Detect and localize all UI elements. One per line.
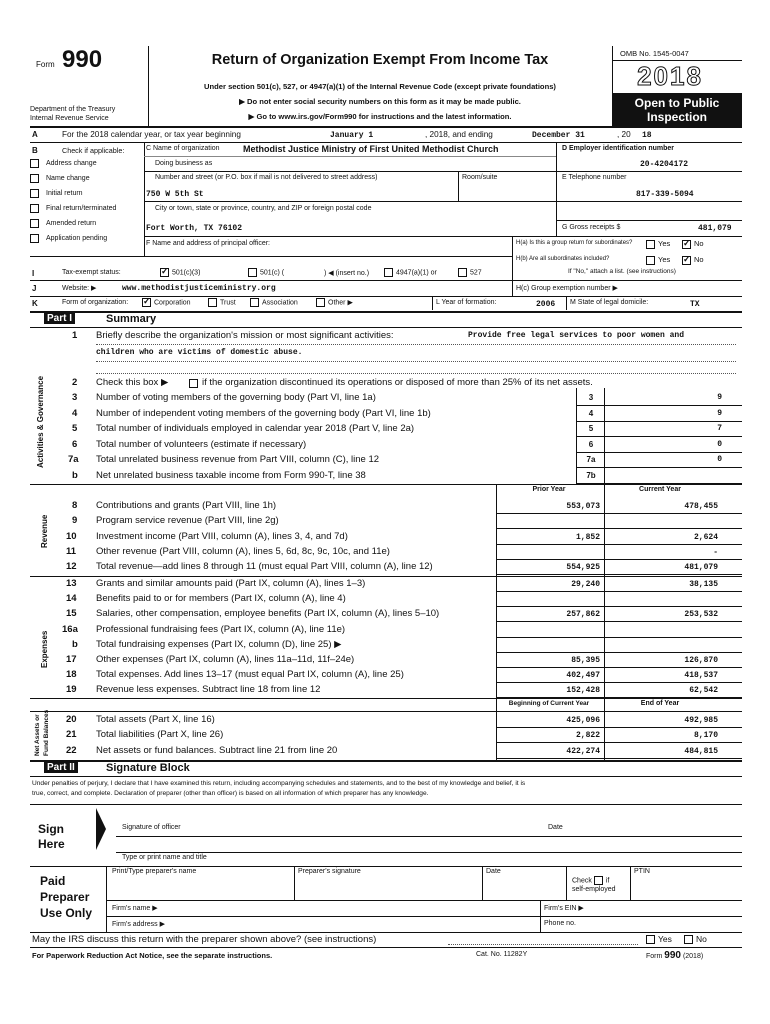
line-i-text: Tax-exempt status:: [62, 269, 121, 276]
revenue-line-num: 10: [66, 530, 77, 542]
part2-tag: Part II: [44, 762, 78, 773]
gross-receipts-value[interactable]: 481,079: [698, 224, 732, 233]
net-assets-line-text: Total liabilities (Part X, line 26): [96, 729, 224, 741]
status-501c3[interactable]: ✓ 501(c)(3): [160, 268, 200, 277]
ein-label: D Employer identification number: [562, 145, 675, 152]
city-label: City or town, state or province, country, and ZIP or foreign postal code: [155, 205, 372, 212]
revenue-line-num: 12: [66, 561, 77, 573]
net-assets-line-rule: [496, 758, 742, 759]
firm-phone-label: Phone no.: [544, 920, 576, 927]
mission-line-1[interactable]: Provide free legal services to poor women and: [468, 331, 685, 340]
org-name[interactable]: Methodist Justice Ministry of First United Methodist Church: [243, 144, 499, 154]
use-only-label: Use Only: [40, 906, 93, 920]
expense-line-text: Total expenses. Add lines 13–17 (must equal Part IX, column (A), line 25): [96, 669, 404, 681]
officer-signature-line[interactable]: [116, 836, 742, 837]
gov-line-num: 3: [72, 392, 78, 403]
gov-line-text: Total unrelated business revenue from Part VIII, column (C), line 12: [96, 454, 380, 465]
expense-line-rule: [496, 682, 742, 683]
expense-line-prior[interactable]: 257,862: [566, 610, 600, 620]
net-assets-line-text: Net assets or fund balances. Subtract line 21 from line 20: [96, 744, 338, 756]
col-prior-year: Prior Year: [532, 486, 566, 493]
line-k-text: Form of organization:: [62, 299, 129, 306]
expense-line-num: 16a: [62, 623, 78, 635]
gov-line-num: b: [72, 469, 78, 481]
line-a-text: For the 2018 calendar year, or tax year beginning: [62, 130, 241, 139]
b-checkbox[interactable]: [30, 174, 39, 183]
expense-line-num: 14: [66, 593, 77, 605]
ha-no[interactable]: ✓ No: [682, 239, 704, 249]
line-1-num: 1: [72, 330, 78, 341]
org-corporation[interactable]: ✓ Corporation: [142, 298, 191, 307]
gov-line-box: 7b: [586, 470, 596, 480]
line-2-text-2: if the organization discontinued its operations or disposed of more than 25% of its net assets.: [202, 377, 593, 388]
gov-line-rule: [576, 436, 742, 437]
officer-name-line[interactable]: [116, 852, 742, 853]
revenue-line-current[interactable]: 2,624: [693, 532, 718, 542]
gov-line-rule: [576, 405, 742, 406]
omb-number: OMB No. 1545-0047: [620, 49, 689, 58]
expense-line-num: 19: [66, 684, 77, 696]
expense-line-text: Grants and similar amounts paid (Part IX, column (A), lines 1–3): [96, 578, 366, 589]
part1-title: Summary: [106, 313, 157, 325]
b-check-item[interactable]: [30, 204, 116, 213]
net-assets-line-num: 22: [66, 744, 77, 756]
sign-date-label: Date: [548, 824, 563, 831]
side-revenue: Revenue: [40, 514, 49, 548]
expense-line-text: Benefits paid to or for members (Part IX, column (A), line 4): [96, 593, 346, 605]
gov-line-text: Number of voting members of the governing body (Part VI, line 1a): [96, 392, 376, 403]
expense-line-text: Other expenses (Part IX, column (A), lines 11a–11d, 11f–24e): [96, 654, 355, 665]
status-527[interactable]: 527: [458, 268, 482, 277]
open-public-line2: Inspection: [646, 110, 707, 124]
gov-line-num: 7a: [68, 454, 79, 465]
ha-yes[interactable]: Yes: [646, 239, 670, 249]
side-fund-balances: Fund Balances: [43, 709, 50, 756]
section-b-letter: B: [32, 146, 38, 155]
expense-line-current[interactable]: 62,542: [689, 686, 718, 696]
tax-year-begin[interactable]: January 1: [330, 131, 374, 140]
revenue-line-prior[interactable]: 553,073: [566, 502, 600, 511]
gov-line-text: Total number of individuals employed in calendar year 2018 (Part V, line 2a): [96, 423, 415, 434]
here-label: Here: [38, 837, 65, 851]
expense-line-prior[interactable]: 402,497: [566, 671, 600, 681]
form-subtitle-2: ▶ Do not enter social security numbers on this form as it may be made public.: [239, 97, 521, 106]
expense-line-prior[interactable]: 85,395: [571, 656, 600, 665]
gov-line-value[interactable]: 9: [717, 393, 722, 402]
open-public-line1: Open to Public: [634, 96, 720, 110]
b-check-label: Address change: [46, 160, 97, 168]
sig-officer-label: Signature of officer: [122, 824, 181, 831]
line-2-text: Check this box ▶: [96, 377, 169, 388]
gov-line-text: Number of independent voting members of the governing body (Part VI, line 1b): [96, 407, 431, 419]
line-a-mid: , 2018, and ending: [425, 130, 493, 139]
year-formation-value[interactable]: 2006: [536, 300, 556, 309]
net-assets-line-prior[interactable]: 2,822: [575, 731, 600, 741]
line-1-text: Briefly describe the organization's mission or most significant activities:: [96, 330, 394, 341]
gov-line-rule: [576, 467, 742, 468]
prep-date-label: Date: [486, 868, 501, 875]
revenue-line-current[interactable]: 481,079: [684, 563, 718, 573]
line-a-yr: , 20: [617, 130, 631, 139]
net-assets-line-prior[interactable]: 422,274: [566, 746, 600, 756]
dept-irs: Internal Revenue Service: [30, 115, 109, 122]
line-a-letter: A: [32, 130, 38, 139]
b-checkbox[interactable]: [30, 204, 39, 213]
gov-line-value[interactable]: 7: [717, 424, 722, 433]
gov-line-box: 7a: [586, 455, 596, 464]
expense-line-rule: [496, 606, 742, 607]
status-4947[interactable]: 4947(a)(1) or: [384, 268, 437, 277]
b-check-item[interactable]: [30, 174, 90, 183]
org-association[interactable]: Association: [250, 298, 298, 307]
prep-sig-label: Preparer's signature: [298, 868, 361, 875]
expense-line-rule: [496, 667, 742, 668]
expense-line-prior[interactable]: 152,428: [566, 686, 600, 696]
hb-yes[interactable]: Yes: [646, 255, 670, 265]
gov-line-box: 6: [588, 439, 594, 449]
revenue-line-text: Contributions and grants (Part VIII, line 1h): [96, 500, 277, 511]
expense-line-rule: [496, 637, 742, 638]
status-insert-no: ) ◀ (insert no.): [324, 270, 370, 277]
expense-line-num: 18: [66, 669, 77, 681]
col-current-year: Current Year: [639, 486, 681, 493]
expense-line-current[interactable]: 418,537: [684, 671, 718, 681]
expense-line-current[interactable]: 253,532: [684, 610, 718, 620]
revenue-line-text: Investment income (Part VIII, column (A), lines 3, 4, and 7d): [96, 530, 348, 542]
col-beginning-year: Beginning of Current Year: [508, 700, 590, 707]
tax-year-end-yy[interactable]: 18: [642, 131, 652, 140]
revenue-line-current[interactable]: 478,455: [684, 502, 718, 511]
phone-value[interactable]: 817-339-5094: [636, 190, 694, 199]
net-assets-line-num: 21: [66, 729, 77, 741]
b-check-item[interactable]: [30, 234, 107, 243]
expense-line-rule: [496, 591, 742, 592]
footer-form: Form 990 (2018): [646, 950, 704, 961]
net-assets-line-num: 20: [66, 714, 77, 725]
part1-tag: Part I: [44, 313, 75, 324]
self-employed-check[interactable]: Check if: [572, 877, 610, 885]
expense-line-num: 17: [66, 654, 77, 665]
gov-line-num: 6: [72, 438, 78, 450]
legal-domicile-value[interactable]: TX: [690, 300, 700, 309]
gov-line-value[interactable]: 0: [717, 439, 722, 449]
hb-text: H(b) Are all subordinates included?: [516, 256, 610, 262]
expense-line-text: Total fundraising expenses (Part IX, column (D), line 25) ▶: [96, 638, 342, 650]
b-checkbox[interactable]: [30, 159, 39, 168]
discuss-yes[interactable]: Yes: [646, 934, 672, 944]
preparer-label: Preparer: [40, 890, 90, 904]
status-501c[interactable]: 501(c) (: [248, 268, 284, 277]
city-state-zip[interactable]: Fort Worth, TX 76102: [146, 224, 243, 233]
expense-line-current[interactable]: 38,135: [689, 580, 718, 589]
org-other[interactable]: Other ▶: [316, 298, 353, 307]
side-expenses: Expenses: [40, 630, 49, 668]
b-check-item[interactable]: [30, 159, 97, 168]
officer-label: F Name and address of principal officer:: [146, 240, 270, 247]
expense-line-text: Revenue less expenses. Subtract line 18 from line 12: [96, 684, 321, 696]
net-assets-line-current[interactable]: 8,170: [693, 731, 718, 741]
line-k-letter: K: [32, 299, 38, 308]
street-address[interactable]: 750 W 5th St: [146, 190, 204, 199]
revenue-line-rule: [496, 528, 742, 529]
mission-line-2[interactable]: children who are victims of domestic abuse.: [96, 348, 303, 357]
gov-line-num: 4: [72, 407, 78, 419]
form-label: Form: [36, 60, 55, 69]
sign-label: Sign: [38, 822, 64, 836]
line-j-text: Website: ▶: [62, 285, 97, 292]
b-checkbox[interactable]: [30, 189, 39, 198]
footer-cat-no: Cat. No. 11282Y: [476, 951, 528, 958]
net-assets-line-current[interactable]: 492,985: [684, 716, 718, 725]
org-name-label: C Name of organization: [146, 145, 220, 152]
expense-line-rule: [496, 652, 742, 653]
gov-line-value[interactable]: 0: [717, 455, 722, 464]
self-employed-label: self-employed: [572, 886, 616, 893]
org-trust[interactable]: Trust: [208, 298, 236, 307]
expense-line-rule: [496, 621, 742, 622]
b-check-item[interactable]: [30, 219, 96, 228]
net-assets-line-prior[interactable]: 425,096: [566, 716, 600, 725]
revenue-line-rule: [496, 513, 742, 514]
b-check-label: Application pending: [46, 235, 108, 243]
col-end-year: End of Year: [640, 700, 680, 707]
discuss-no[interactable]: No: [684, 934, 707, 944]
net-assets-line-rule: [496, 727, 742, 728]
paid-label: Paid: [40, 874, 66, 888]
b-check-item[interactable]: [30, 189, 83, 198]
perjury-line-1: Under penalties of perjury, I declare that I have examined this return, including accompanying schedules and statements, and to the best of my knowledge and belief, it is: [32, 780, 526, 787]
form-subtitle-3: ▶ Go to www.irs.gov/Form990 for instructions and the latest information.: [248, 112, 512, 121]
tax-year-end[interactable]: December 31: [532, 131, 585, 140]
ha-text: H(a) Is this a group return for subordinates?: [516, 240, 633, 246]
discontinued-checkbox[interactable]: [189, 379, 198, 388]
dba-label: Doing business as: [155, 160, 213, 167]
footer-paperwork: For Paperwork Reduction Act Notice, see the separate instructions.: [32, 951, 273, 960]
gov-line-num: 5: [72, 423, 78, 434]
revenue-line-rule: [496, 544, 742, 545]
sign-arrow-icon: [96, 808, 106, 850]
firm-address-label: Firm's address ▶: [112, 921, 166, 928]
section-b-title: Check if applicable:: [62, 146, 125, 155]
dept-treasury: Department of the Treasury: [30, 106, 116, 113]
year-formation-label: L Year of formation:: [436, 299, 497, 306]
gov-line-text: Net unrelated business taxable income from Form 990-T, line 38: [96, 469, 366, 481]
revenue-line-rule: [496, 559, 742, 560]
expense-line-num: b: [72, 638, 78, 650]
gov-line-text: Total number of volunteers (estimate if necessary): [96, 438, 307, 450]
form-subtitle-1: Under section 501(c), 527, or 4947(a)(1) of the Internal Revenue Code (except private foundations): [204, 82, 556, 91]
part2-title: Signature Block: [106, 762, 190, 774]
firm-ein-label: Firm's EIN ▶: [544, 905, 584, 912]
revenue-line-num: 8: [72, 500, 78, 511]
revenue-line-prior[interactable]: 1,852: [575, 532, 600, 542]
gov-line-rule: [576, 452, 742, 453]
expense-line-text: Salaries, other compensation, employee benefits (Part IX, column (A), lines 5–10): [96, 608, 440, 620]
revenue-line-prior[interactable]: 554,925: [566, 563, 600, 573]
b-check-label: Final return/terminated: [46, 205, 117, 213]
perjury-line-2: true, correct, and complete. Declaration of preparer (other than officer) is based on all information of which preparer has any knowledge.: [32, 790, 429, 797]
tax-year: 2018: [637, 61, 703, 91]
form-title: Return of Organization Exempt From Income Tax: [211, 52, 549, 68]
street-label: Number and street (or P.O. box if mail is not delivered to street address): [155, 174, 378, 181]
gov-line-box: 3: [588, 393, 594, 402]
hb-no[interactable]: ✓ No: [682, 255, 704, 265]
room-label: Room/suite: [462, 174, 498, 181]
form-number: 990: [62, 46, 103, 73]
b-checkbox[interactable]: [30, 219, 39, 228]
line-2-num: 2: [72, 377, 78, 388]
b-check-label: Amended return: [46, 220, 97, 228]
h-note: If "No," attach a list. (see instructions): [568, 268, 676, 275]
line-j-letter: J: [32, 284, 37, 293]
type-name-label: Type or print name and title: [122, 854, 207, 861]
net-assets-line-current[interactable]: 484,815: [684, 746, 718, 756]
b-checkbox[interactable]: [30, 234, 39, 243]
expense-line-current[interactable]: 126,870: [684, 656, 718, 665]
revenue-line-text: Total revenue—add lines 8 through 11 (must equal Part VIII, column (A), line 12): [96, 561, 433, 573]
side-activities-governance: Activities & Governance: [36, 375, 45, 468]
legal-domicile-label: M State of legal domicile:: [570, 299, 649, 306]
revenue-line-num: 9: [72, 515, 78, 527]
net-assets-line-rule: [496, 742, 742, 743]
gross-receipts-label: G Gross receipts $: [562, 224, 621, 231]
expense-line-prior[interactable]: 29,240: [571, 580, 600, 589]
line-i-letter: I: [32, 269, 35, 278]
side-net-assets: Net Assets or: [34, 714, 41, 756]
revenue-line-current[interactable]: -: [713, 547, 718, 557]
ein-value[interactable]: 20-4204172: [640, 160, 689, 169]
hc-text: H(c) Group exemption number ▶: [516, 285, 618, 292]
firm-name-label: Firm's name ▶: [112, 905, 158, 912]
phone-label: E Telephone number: [562, 174, 627, 181]
discuss-text: May the IRS discuss this return with the preparer shown above? (see instructions): [32, 934, 377, 945]
revenue-line-num: 11: [66, 545, 77, 557]
prep-name-label: Print/Type preparer's name: [112, 868, 197, 875]
expense-line-text: Professional fundraising fees (Part IX, column (A), line 11e): [96, 623, 346, 635]
b-check-label: Initial return: [46, 190, 83, 198]
revenue-line-text: Other revenue (Part VIII, column (A), lines 5, 6d, 8c, 9c, 10c, and 11e): [96, 545, 390, 557]
expense-line-num: 15: [66, 608, 77, 620]
gov-line-value[interactable]: 9: [717, 408, 722, 418]
b-check-label: Name change: [46, 175, 90, 183]
gov-line-box: 5: [588, 424, 594, 433]
expense-line-num: 13: [66, 578, 77, 589]
website-url[interactable]: www.methodistjusticeministry.org: [122, 284, 276, 293]
ptin-label: PTIN: [634, 868, 650, 875]
gov-line-box: 4: [588, 408, 594, 418]
net-assets-line-text: Total assets (Part X, line 16): [96, 714, 215, 725]
gov-line-rule: [576, 421, 742, 422]
revenue-line-text: Program service revenue (Part VIII, line 2g): [96, 515, 279, 527]
